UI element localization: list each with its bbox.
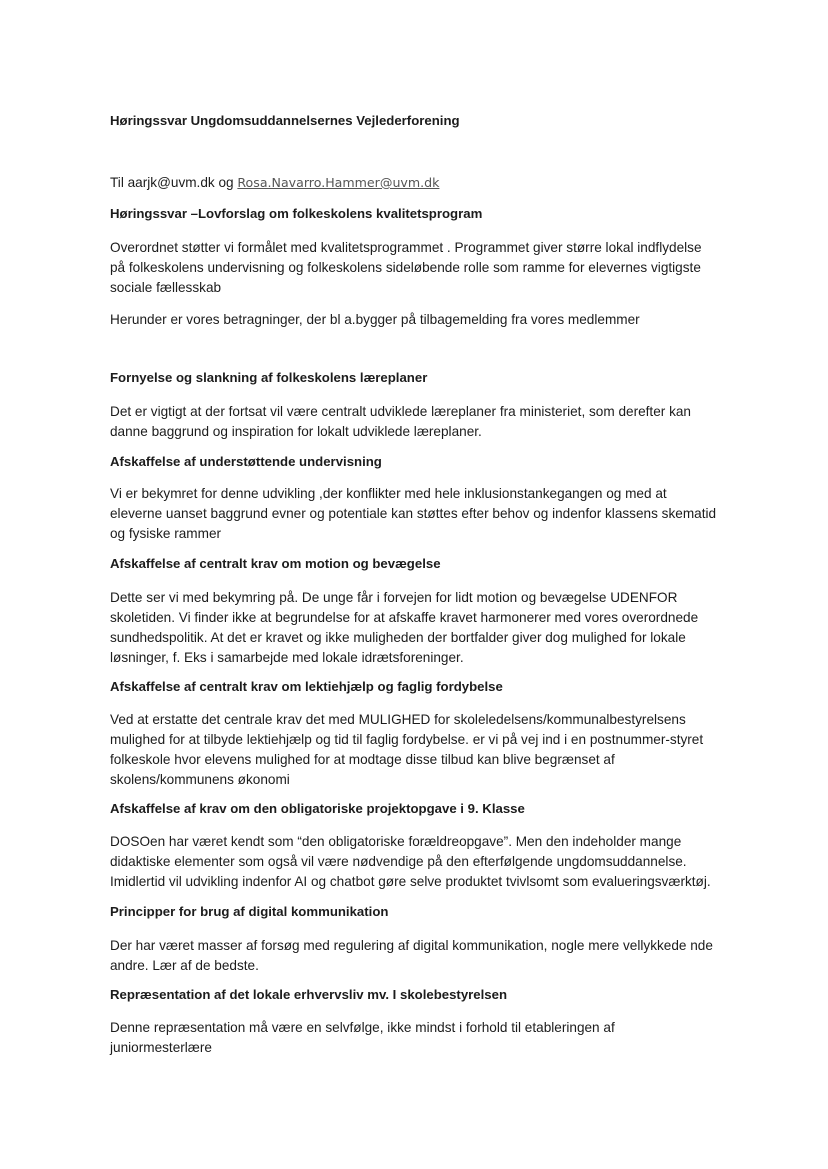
section-heading-motion: Afskaffelse af centralt krav om motion og bevægelse [110,556,441,571]
intro-paragraph-2: Herunder er vores betragninger, der bl a.bygger på tilbagemelding fra vores medlemmer [110,312,640,327]
section-line: danne baggrund og inspiration for lokalt udviklede læreplaner. [110,424,482,439]
subject-heading: Høringssvar –Lovforslag om folkeskolens kvalitetsprogram [110,206,483,221]
section-heading-lektiehjaelp: Afskaffelse af centralt krav om lektiehjælp og faglig fordybelse [110,679,503,694]
section-heading-projektopgave: Afskaffelse af krav om den obligatoriske projektopgave i 9. Klasse [110,801,525,816]
section-line: Vi er bekymret for denne udvikling ,der konflikter med hele inklusionstankegangen og med at [110,486,667,501]
section-line: Imidlertid vil udvikling indenfor AI og chatbot gøre selve produktet tvivlsomt som evalueringsværktøj. [110,874,711,889]
section-line: juniormesterlære [110,1040,212,1055]
recipient-line [110,173,439,193]
section-line: Det er vigtigt at der fortsat vil være centralt udviklede læreplaner fra ministeriet, som derefter kan [110,404,691,419]
section-line: Denne repræsentation må være en selvfølge, ikke mindst i forhold til etableringen af [110,1020,615,1035]
section-line: eleverne uanset baggrund evner og potentiale kan støttes efter behov og indenfor klassens skematid [110,506,717,521]
recipient-prefix: Til aarjk@uvm.dk og [110,175,238,190]
intro-paragraph-line-2: på folkeskolens undervisning og folkeskolens sideløbende rolle som ramme for elevernes vigtigste [110,260,701,275]
section-line: folkeskole hvor elevens mulighed for at modtage disse tilbud kan blive begrænset af [110,752,615,767]
section-line: didaktiske elementer som også vil være nødvendige på den efterfølgende ungdomsuddannelse. [110,854,687,869]
section-line: DOSOen har været kendt som “den obligatoriske forældreopgave”. Men den indeholder mange [110,834,682,849]
section-heading-understoettende: Afskaffelse af understøttende undervisning [110,454,382,469]
section-line: løsninger, f. Eks i samarbejde med lokale idrætsforeninger. [110,650,464,665]
section-line: Dette ser vi med bekymring på. De unge får i forvejen for lidt motion og bevægelse UDENFOR [110,590,678,605]
section-line: mulighed for at tilbyde lektiehjælp og tid til faglig fordybelse. er vi på vej ind i en postnummer-styret [110,732,704,747]
intro-paragraph-line-3: sociale fællesskab [110,280,222,295]
document-title: Høringssvar Ungdomsuddannelsernes Vejlederforening [110,113,460,128]
section-line: skoletiden. Vi finder ikke at begrundelse for at afskaffe kravet harmonerer med vores overordnede [110,610,699,625]
section-heading-laereplaner: Fornyelse og slankning af folkeskolens læreplaner [110,370,428,385]
section-heading-erhvervsliv: Repræsentation af det lokale erhvervsliv mv. I skolebestyrelsen [110,987,508,1002]
section-line: Ved at erstatte det centrale krav det med MULIGHED for skoleledelsens/kommunalbestyrelsens [110,712,686,727]
recipient-email-link[interactable]: Rosa.Navarro.Hammer@uvm.dk [237,175,440,190]
section-line: sundhedspolitik. At det er kravet og ikke muligheden der bortfalder giver dog mulighed for lokale [110,630,686,645]
section-line: Der har været masser af forsøg med regulering af digital kommunikation, nogle mere vellykkede nde [110,938,713,953]
section-heading-digital: Principper for brug af digital kommunikation [110,904,389,919]
section-line: andre. Lær af de bedste. [110,958,259,973]
section-line: og fysiske rammer [110,526,222,541]
section-line: skolens/kommunens økonomi [110,772,290,787]
intro-paragraph-line-1: Overordnet støtter vi formålet med kvalitetsprogrammet . Programmet giver større lokal indflydelse [110,240,702,255]
